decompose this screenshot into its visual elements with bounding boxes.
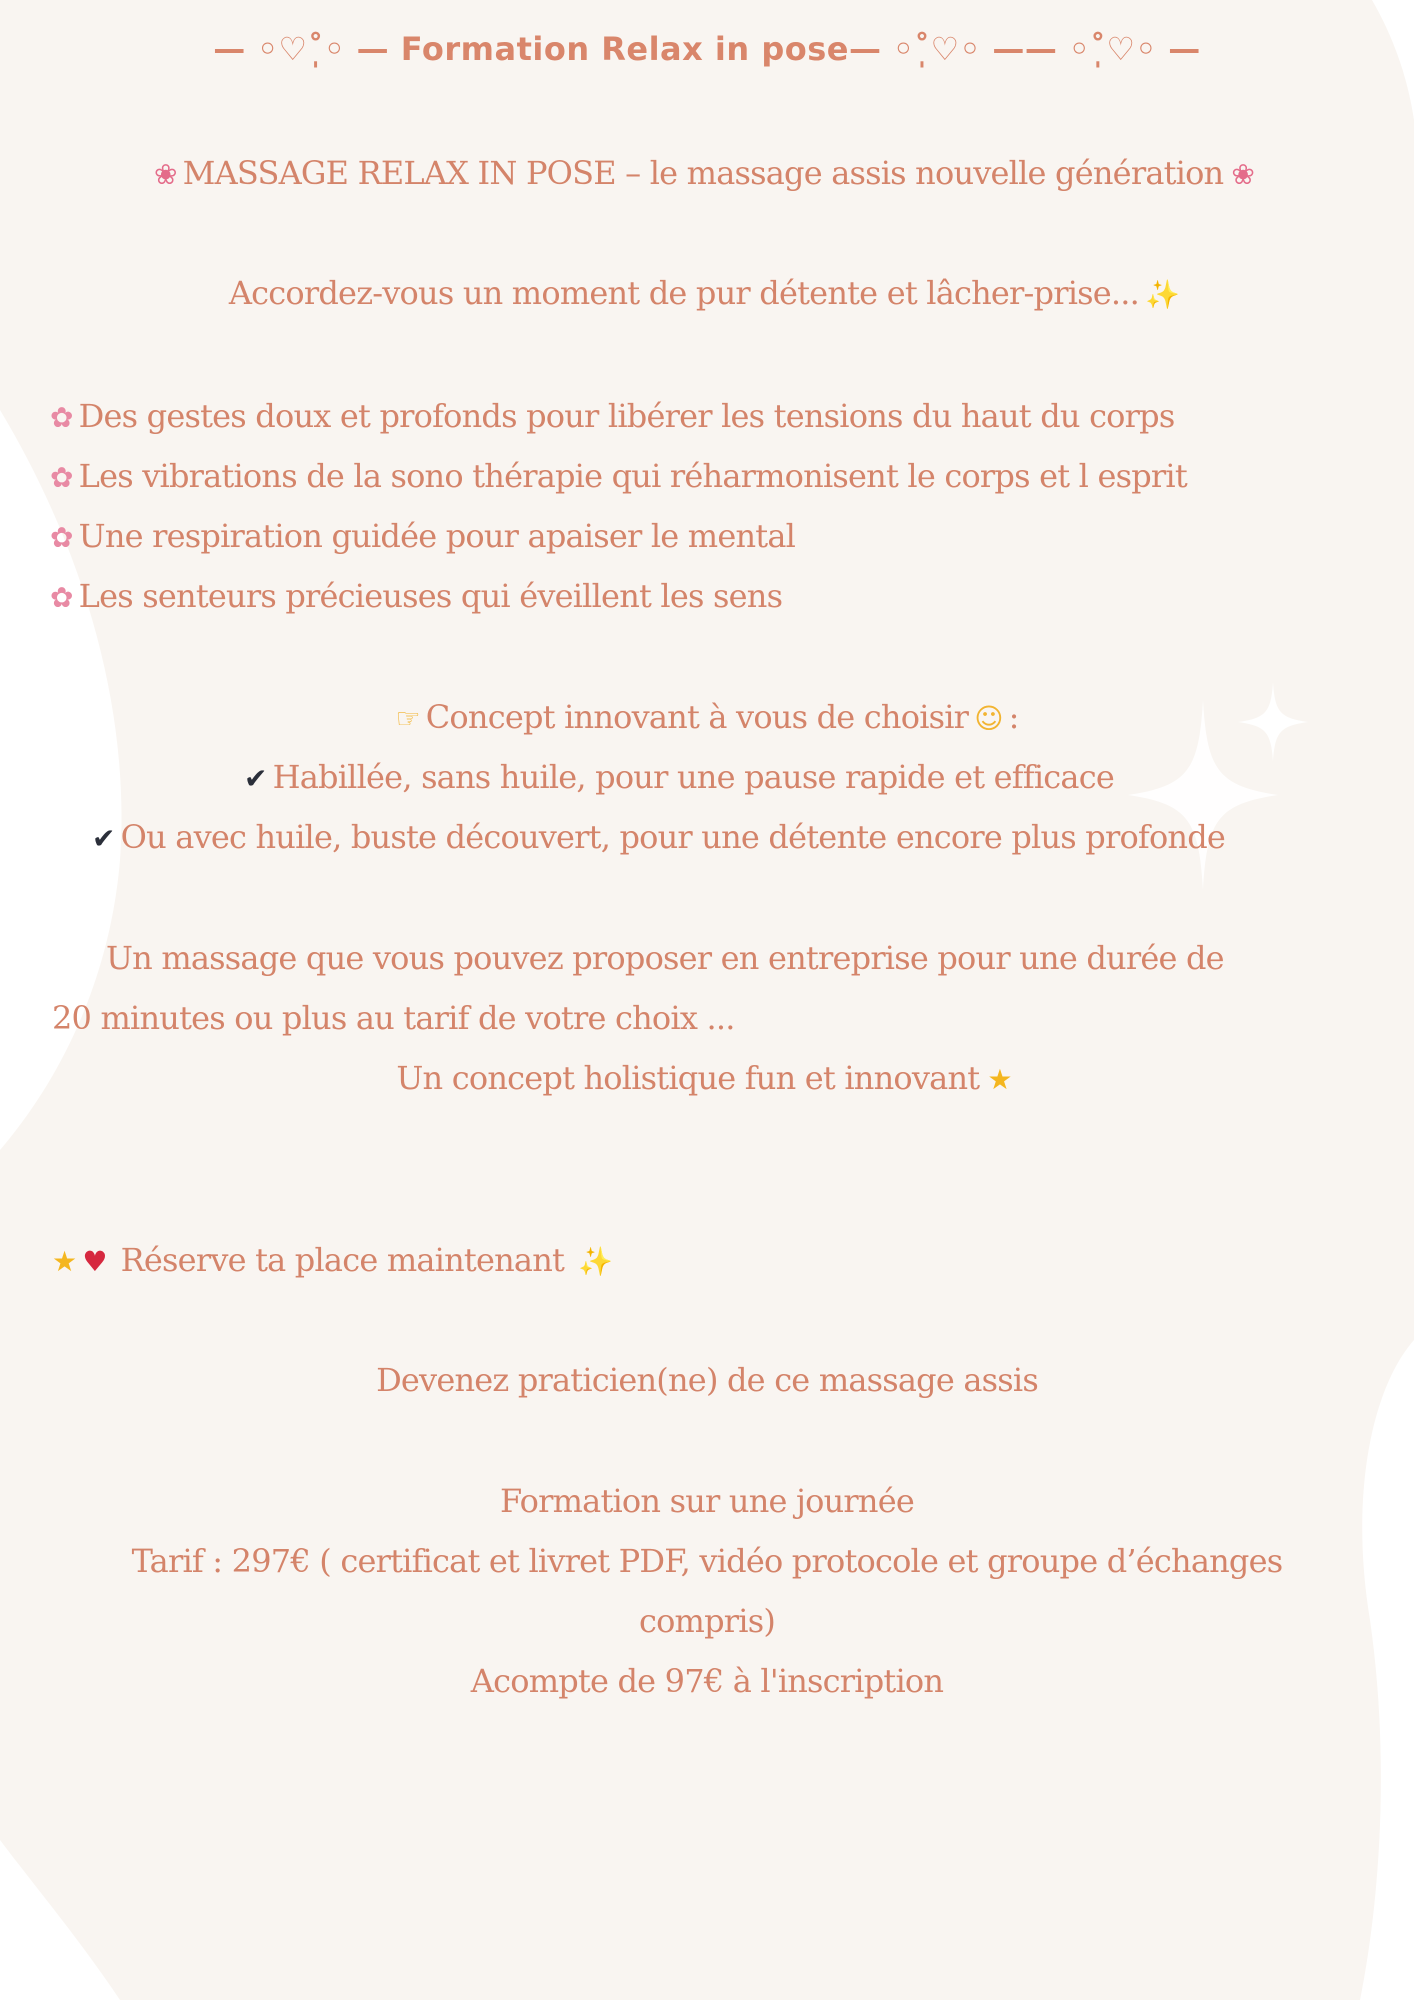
intro-line — [0, 273, 1414, 315]
praticien-line: Devenez praticien(ne) de ce massage assis — [376, 1361, 1038, 1399]
check-mark-icon: ✔ — [244, 762, 267, 795]
benefit-text: Des gestes doux et profonds pour libérer les tensions du haut du corps — [78, 397, 1175, 435]
formation-line-4: Acompte de 97€ à l'inscription — [470, 1662, 944, 1700]
reserve-text: Réserve ta place maintenant — [120, 1241, 565, 1279]
lotus-icon: ❀ — [1231, 158, 1255, 191]
benefit-text: Les vibrations de la sono thérapie qui réharmonisent le corps et l esprit — [78, 457, 1187, 495]
cherry-blossom-icon: ✿ — [50, 401, 73, 434]
headline — [0, 153, 1414, 195]
dizzy-star-icon: ★ — [52, 1245, 77, 1278]
smiley-icon: ☺ — [974, 702, 1003, 735]
cherry-blossom-icon: ✿ — [50, 461, 73, 494]
benefit-text: Une respiration guidée pour apaiser le mental — [78, 517, 796, 555]
benefit-item — [50, 396, 1174, 438]
lotus-icon: ❀ — [153, 158, 177, 191]
pointing-hand-icon: ☞ — [395, 702, 420, 735]
concept-line — [0, 697, 1414, 739]
page-title: — ◦♡˚̩◦ — Formation Relax in pose— ◦˚̩♡◦ —— ◦˚̩♡◦ — — [213, 30, 1201, 68]
option-item — [92, 817, 1225, 859]
sparkles-icon: ✨ — [578, 1245, 613, 1278]
entreprise-line-3 — [0, 1058, 1414, 1100]
entreprise-line-1: Un massage que vous pouvez proposer en entreprise pour une durée de — [106, 939, 1224, 977]
concept-suffix: : — [1008, 698, 1019, 736]
dizzy-star-icon: ★ — [987, 1063, 1012, 1096]
cherry-blossom-icon: ✿ — [50, 521, 73, 554]
benefit-item — [50, 456, 1187, 498]
sparkling-heart-icon: ♥ — [82, 1245, 107, 1278]
sparkles-icon: ✨ — [1145, 278, 1180, 311]
headline-text: MASSAGE RELAX IN POSE – le massage assis nouvelle génération — [182, 154, 1224, 192]
option-item — [244, 757, 1114, 799]
option-text: Habillée, sans huile, pour une pause rapide et efficace — [272, 758, 1114, 796]
formation-line-1: Formation sur une journée — [500, 1482, 914, 1520]
intro-text: Accordez-vous un moment de pur détente et lâcher-prise... — [228, 274, 1140, 312]
benefit-text: Les senteurs précieuses qui éveillent les sens — [78, 577, 783, 615]
concept-text: Concept innovant à vous de choisir — [425, 698, 969, 736]
cherry-blossom-icon: ✿ — [50, 581, 73, 614]
entreprise-line-2: 20 minutes ou plus au tarif de votre choix ... — [52, 999, 735, 1037]
reserve-line — [52, 1240, 618, 1282]
formation-line-3: compris) — [638, 1602, 776, 1640]
check-mark-icon: ✔ — [92, 822, 115, 855]
benefit-item — [50, 576, 782, 618]
option-text: Ou avec huile, buste découvert, pour une détente encore plus profonde — [120, 818, 1226, 856]
entreprise-line-3-text: Un concept holistique fun et innovant — [396, 1059, 980, 1097]
benefit-item — [50, 516, 795, 558]
formation-line-2: Tarif : 297€ ( certificat et livret PDF, vidéo protocole et groupe d’échanges — [131, 1542, 1283, 1580]
